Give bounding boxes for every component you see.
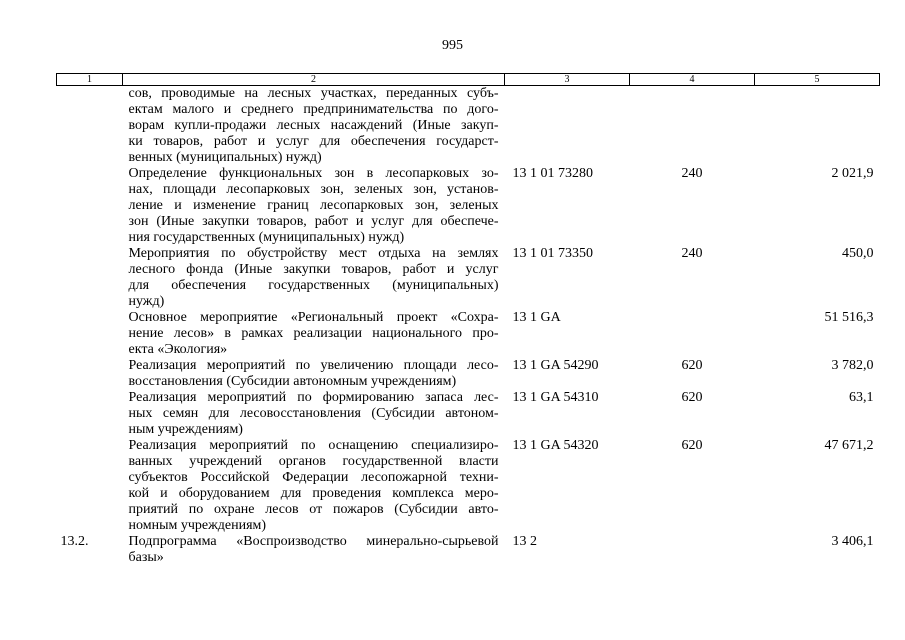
description-line: Реализация мероприятий по формированию запаса лес- <box>128 390 499 405</box>
description-line: приятий по охране лесов от пожаров (Субсидии авто- <box>128 502 499 517</box>
row-number <box>57 358 123 390</box>
description-line: ных семян для лесовосстановления (Субсидии автоном- <box>128 406 499 421</box>
row-amount: 63,1 <box>849 390 874 405</box>
description-line: ектам малого и среднего предпринимательства по дого- <box>128 102 499 117</box>
description-line: Мероприятия по обустройству мест отдыха на землях <box>128 246 499 261</box>
row-description <box>123 390 505 438</box>
description-line: Реализация мероприятий по увеличению площади лесо- <box>128 358 499 373</box>
row-number <box>57 390 123 438</box>
table-row <box>57 166 880 246</box>
row-expense-type <box>630 534 755 566</box>
table-row <box>57 86 880 167</box>
row-amount: 3 782,0 <box>831 358 874 373</box>
row-description <box>123 246 505 310</box>
description-line: ворам купли-продажи лесных насаждений (Иные закуп- <box>128 118 499 133</box>
page-number: 995 <box>442 38 463 53</box>
row-description <box>123 166 505 246</box>
description-line: Реализация мероприятий по оснащению специализиро- <box>128 438 499 453</box>
row-description <box>123 310 505 358</box>
row-amount: 47 671,2 <box>824 438 874 453</box>
description-line: зон (Иные закупки товаров, работ и услуг для обеспече- <box>128 214 499 229</box>
row-code: 13 1 GA 54320 <box>512 438 599 453</box>
row-code <box>505 86 630 167</box>
row-amount: 2 021,9 <box>831 166 874 181</box>
table-row <box>57 246 880 310</box>
table-row <box>57 390 880 438</box>
row-number <box>57 310 123 358</box>
header-col-2: 2 <box>123 74 505 86</box>
table-body <box>57 86 880 567</box>
row-description <box>123 86 505 167</box>
row-expense-type: 620 <box>681 390 703 405</box>
description-line: ки товаров, работ и услуг для обеспечения государст- <box>128 134 499 149</box>
row-expense-type: 620 <box>681 438 703 453</box>
description-line: для обеспечения государственных (муниципальных) <box>128 278 499 293</box>
row-code: 13 2 <box>512 534 537 549</box>
row-amount: 3 406,1 <box>831 534 874 549</box>
row-expense-type <box>630 310 755 358</box>
description-line: номным учреждениям) <box>128 518 267 533</box>
row-expense-type: 240 <box>681 246 703 261</box>
description-line: Основное мероприятие «Региональный проект «Сохра- <box>128 310 499 325</box>
row-code: 13 1 GA 54310 <box>512 390 599 405</box>
row-code: 13 1 01 73350 <box>512 246 593 261</box>
description-line: екта «Экология» <box>128 342 228 357</box>
header-col-3: 3 <box>505 74 630 86</box>
header-col-5: 5 <box>755 74 880 86</box>
row-code: 13 1 GA 54290 <box>512 358 599 373</box>
description-line: ванных учреждений органов государственной власти <box>128 454 499 469</box>
table-header-row <box>57 74 880 86</box>
description-line: нужд) <box>128 294 165 309</box>
row-code: 13 1 01 73280 <box>512 166 593 181</box>
description-line: субъектов Российской Федерации лесопожарной техни- <box>128 470 499 485</box>
row-amount <box>755 86 880 167</box>
row-number: 13.2. <box>60 534 89 549</box>
description-line: ление и изменение границ лесопарковых зон, зеленых <box>128 198 499 213</box>
budget-table <box>56 73 880 566</box>
row-expense-type <box>630 86 755 167</box>
description-line: Подпрограмма «Воспроизводство минерально-сырьевой <box>128 534 499 549</box>
row-description <box>123 358 505 390</box>
row-number <box>57 246 123 310</box>
table-row <box>57 534 880 566</box>
description-line: ным учреждениям) <box>128 422 243 437</box>
table-row <box>57 358 880 390</box>
row-amount: 450,0 <box>842 246 874 261</box>
row-description <box>123 534 505 566</box>
description-line: лесного фонда (Иные закупки товаров, работ и услуг <box>128 262 499 277</box>
description-line: нение лесов» в рамках реализации национального про- <box>128 326 499 341</box>
row-number <box>57 438 123 534</box>
row-expense-type: 620 <box>681 358 703 373</box>
table-row <box>57 438 880 534</box>
description-line: венных (муниципальных) нужд) <box>128 150 322 165</box>
description-line: Определение функциональных зон в лесопарковых зо- <box>128 166 499 181</box>
row-description <box>123 438 505 534</box>
row-code: 13 1 GA <box>512 310 561 325</box>
row-number <box>57 86 123 167</box>
description-line: сов, проводимые на лесных участках, переданных субъ- <box>128 86 499 101</box>
description-line: нах, площади лесопарковых зон, зеленых зон, установ- <box>128 182 499 197</box>
table-row <box>57 310 880 358</box>
header-col-4: 4 <box>630 74 755 86</box>
description-line: восстановления (Субсидии автономным учреждениям) <box>128 374 457 389</box>
row-number <box>57 166 123 246</box>
row-expense-type: 240 <box>681 166 703 181</box>
description-line: базы» <box>128 550 164 565</box>
row-amount: 51 516,3 <box>824 310 874 325</box>
description-line: кой и оборудованием для проведения комплекса меро- <box>128 486 499 501</box>
header-col-1: 1 <box>57 74 123 86</box>
description-line: ния государственных (муниципальных) нужд) <box>128 230 405 245</box>
